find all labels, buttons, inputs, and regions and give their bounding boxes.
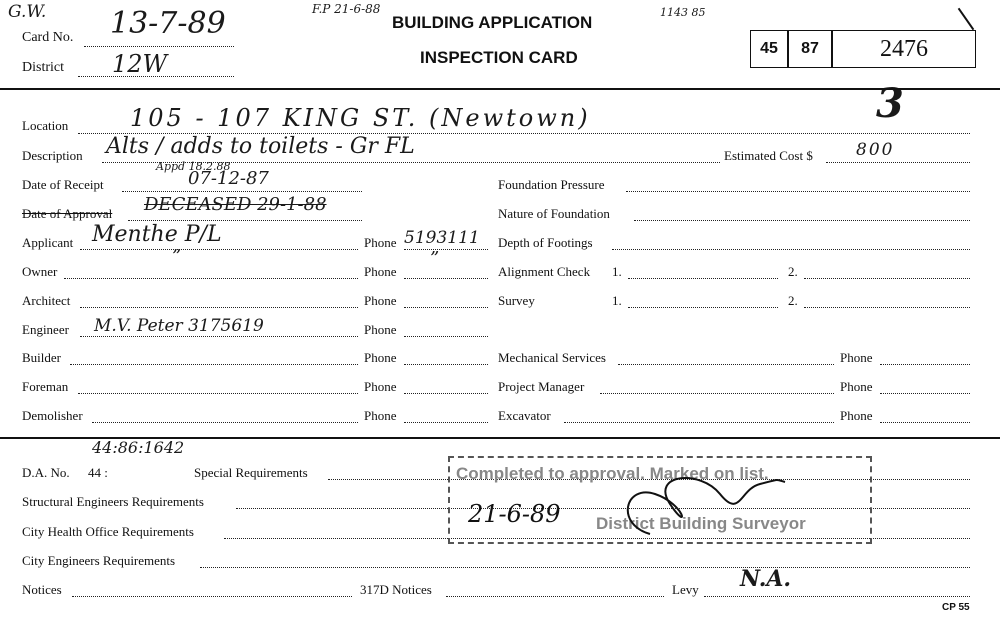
alignment-2-line [804, 278, 970, 279]
builder-phone-label: Phone [364, 350, 397, 365]
engineer-phone-label: Phone [364, 322, 397, 337]
date-approval-label: Date of Approval [22, 206, 113, 221]
architect-phone-line [404, 307, 488, 308]
levy-line [704, 596, 970, 597]
stamp-date: 21-6-89 [468, 500, 561, 528]
corner-mark: 3 [876, 80, 904, 127]
applicant-phone-value: 5193111 [404, 228, 480, 248]
engineer-value: M.V. Peter 3175619 [94, 316, 264, 336]
survey-2-line [804, 307, 970, 308]
foreman-phone-line [404, 393, 488, 394]
estimated-cost-line [826, 162, 970, 163]
location-label: Location [22, 118, 69, 133]
notices-317d-line [446, 596, 664, 597]
series-box: 45 [750, 30, 788, 68]
alignment-1-label: 1. [612, 264, 622, 279]
engineer-label: Engineer [22, 322, 69, 337]
stamp-line2: District Building Surveyor [596, 514, 806, 533]
depth-footings-line [612, 249, 970, 250]
foundation-pressure-line [626, 191, 970, 192]
demolisher-phone-line [404, 422, 488, 423]
nature-foundation-label: Nature of Foundation [498, 206, 610, 221]
estimated-cost-label: Estimated Cost $ [724, 148, 813, 163]
completion-stamp [448, 456, 872, 544]
number-box: 2476 [832, 30, 976, 68]
demolisher-phone-label: Phone [364, 408, 397, 423]
foreman-label: Foreman [22, 379, 69, 394]
date-receipt-value: 07-12-87 [188, 168, 269, 189]
survey-1-label: 1. [612, 293, 622, 308]
location-value: 105 - 107 KING ST. (Newtown) [130, 104, 591, 132]
builder-label: Builder [22, 350, 61, 365]
ref-note: 1143 85 [660, 6, 706, 19]
excavator-phone-label: Phone [840, 408, 873, 423]
engineer-line [80, 336, 358, 337]
mechanical-phone-line [880, 364, 970, 365]
card-no-value: 13-7-89 [110, 6, 226, 41]
date-receipt-label: Date of Receipt [22, 177, 104, 192]
district-value: 12W [112, 50, 168, 78]
alignment-1-line [628, 278, 778, 279]
alignment-2-label: 2. [788, 264, 798, 279]
engineer-phone-line [404, 336, 488, 337]
owner-label: Owner [22, 264, 58, 279]
special-req-label: Special Requirements [194, 465, 308, 480]
project-manager-label: Project Manager [498, 379, 585, 394]
foreman-line [78, 393, 358, 394]
card-subtitle: INSPECTION CARD [420, 48, 578, 67]
mechanical-phone-label: Phone [840, 350, 873, 365]
date-receipt-note: Appd 18.2.88 [156, 160, 231, 173]
applicant-label: Applicant [22, 235, 74, 250]
owner-phone-line [404, 278, 488, 279]
architect-label: Architect [22, 293, 71, 308]
excavator-label: Excavator [498, 408, 551, 423]
project-manager-phone-line [880, 393, 970, 394]
nature-foundation-line [634, 220, 970, 221]
levy-value: N.A. [740, 566, 792, 592]
description-label: Description [22, 148, 83, 163]
date-approval-value: DECEASED 29-1-88 [144, 194, 327, 215]
foundation-pressure-label: Foundation Pressure [498, 177, 605, 192]
signature-scribble [610, 464, 790, 544]
mechanical-label: Mechanical Services [498, 350, 606, 365]
form-code: CP 55 [942, 602, 970, 613]
foreman-phone-label: Phone [364, 379, 397, 394]
applicant-line [80, 249, 358, 250]
depth-footings-label: Depth of Footings [498, 235, 593, 250]
project-manager-line [600, 393, 834, 394]
builder-line [70, 364, 358, 365]
excavator-line [564, 422, 834, 423]
levy-label: Levy [672, 582, 699, 597]
gw-note: G.W. [8, 2, 47, 22]
corner-tick [958, 8, 975, 30]
applicant-value: Menthe P/L [92, 222, 222, 247]
card-title: BUILDING APPLICATION [392, 13, 593, 32]
notices-label: Notices [22, 582, 62, 597]
da-ref-hand: 44:86:1642 [92, 438, 185, 457]
applicant-phone-label: Phone [364, 235, 397, 250]
architect-phone-label: Phone [364, 293, 397, 308]
date-receipt-line [122, 191, 362, 192]
card-no-line [84, 46, 234, 47]
applicant-phone-line [404, 249, 488, 250]
district-label: District [22, 60, 64, 75]
owner-phone-label: Phone [364, 264, 397, 279]
alignment-check-label: Alignment Check [498, 264, 591, 279]
engineers-line [200, 567, 970, 568]
notices-line [72, 596, 352, 597]
demolisher-line [92, 422, 358, 423]
owner-value: ” [172, 246, 182, 267]
owner-line [64, 278, 358, 279]
stamp-line1: Completed to approval. Marked on list. [456, 464, 769, 483]
da-label: D.A. No. [22, 465, 70, 480]
da-value: 44 : [88, 465, 108, 480]
survey-1-line [628, 307, 778, 308]
architect-line [80, 307, 358, 308]
engineers-label: City Engineers Requirements [22, 553, 176, 568]
project-manager-phone-label: Phone [840, 379, 873, 394]
survey-2-label: 2. [788, 293, 798, 308]
description-value: Alts / adds to toilets - Gr FL [106, 134, 415, 159]
owner-phone-value: ” [430, 248, 440, 269]
top-divider [0, 88, 1000, 90]
survey-label: Survey [498, 293, 535, 308]
builder-phone-line [404, 364, 488, 365]
mechanical-line [618, 364, 834, 365]
structural-label: Structural Engineers Requirements [22, 494, 204, 509]
excavator-phone-line [880, 422, 970, 423]
card-no-label: Card No. [22, 30, 74, 45]
demolisher-label: Demolisher [22, 408, 83, 423]
estimated-cost-value: 800 [856, 140, 895, 160]
date-approval-line [128, 220, 362, 221]
notices-317d-label: 317D Notices [360, 582, 432, 597]
fp-note: F.P 21-6-88 [312, 2, 381, 16]
year-box: 87 [788, 30, 832, 68]
health-label: City Health Office Requirements [22, 524, 194, 539]
